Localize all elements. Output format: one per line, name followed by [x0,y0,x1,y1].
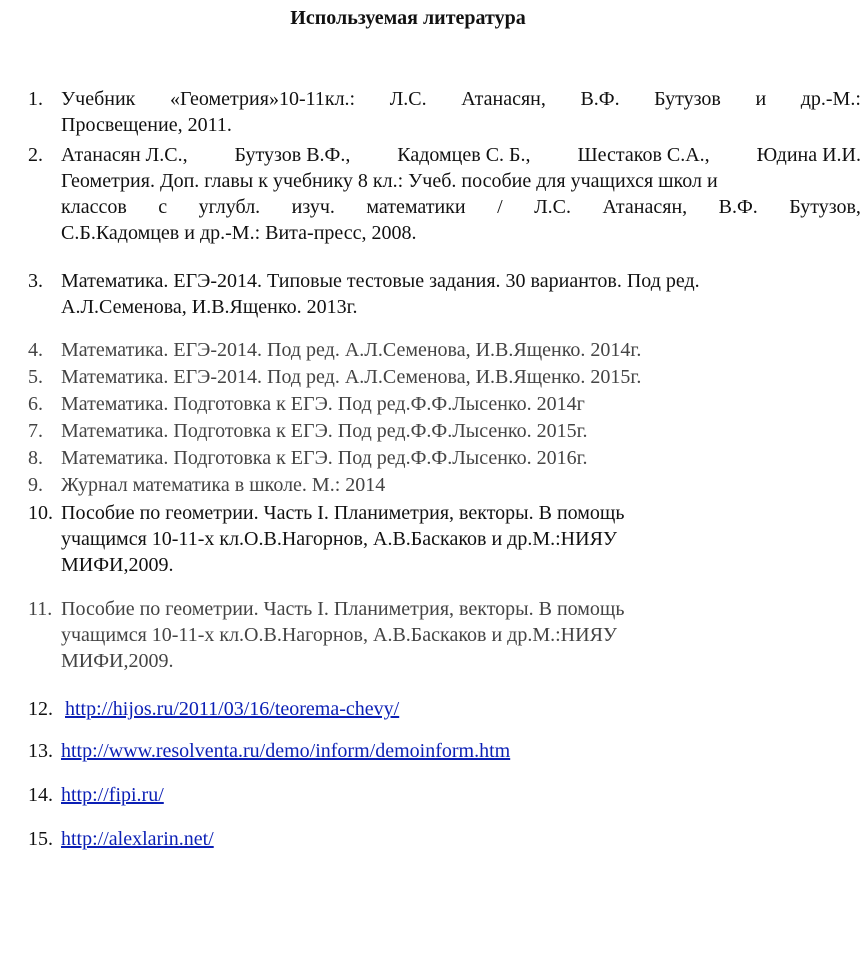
list-item-number: 2. [28,144,43,166]
list-item-number: 14. [28,784,53,806]
list-item-line: учащимся 10-11-х кл.О.В.Нагорнов, А.В.Баскаков и др.М.:НИЯУ [61,624,618,646]
reference-link[interactable]: http://alexlarin.net/ [61,828,214,850]
list-item-line: Пособие по геометрии. Часть I. Планиметрия, векторы. В помощь [61,502,625,524]
list-item-line: Математика. Подготовка к ЕГЭ. Под ред.Ф.Ф.Лысенко. 2016г. [61,447,588,469]
list-item-number: 10. [28,502,53,524]
list-item-line: Математика. ЕГЭ-2014. Под ред. А.Л.Семенова, И.В.Ященко. 2015г. [61,366,642,388]
list-item-line: Журнал математика в школе. М.: 2014 [61,474,386,496]
list-item-line: Математика. ЕГЭ-2014. Под ред. А.Л.Семенова, И.В.Ященко. 2014г. [61,339,642,361]
list-item-line: Геометрия. Доп. главы к учебнику 8 кл.: Учеб. пособие для учащихся школ и [61,170,718,192]
list-item-number: 3. [28,270,43,292]
list-item-line: учащимся 10-11-х кл.О.В.Нагорнов, А.В.Баскаков и др.М.:НИЯУ [61,528,618,550]
reference-link[interactable]: http://www.resolventa.ru/demo/inform/demoinform.htm [61,740,511,762]
list-item-line: Пособие по геометрии. Часть I. Планиметрия, векторы. В помощь [61,598,625,620]
list-item-line: Просвещение, 2011. [61,114,232,136]
list-item-line: С.Б.Кадомцев и др.-М.: Вита-пресс, 2008. [61,222,417,244]
list-item-number: 7. [28,420,43,442]
list-item-number: 13. [28,740,53,762]
list-item-number: 12. [28,698,53,720]
list-item-line: Учебник «Геометрия»10-11кл.: Л.С. Атанасян, В.Ф. Бутузов и др.-М.: [61,88,861,110]
list-item-number: 11. [28,598,53,620]
list-item-line: МИФИ,2009. [61,554,174,576]
list-item-number: 6. [28,393,43,415]
list-item-line: Математика. Подготовка к ЕГЭ. Под ред.Ф.Ф.Лысенко. 2014г [61,393,585,415]
list-item-line: Атанасян Л.С., Бутузов В.Ф., Кадомцев С. Б., Шестаков С.А., Юдина И.И. [61,144,861,166]
list-item-number: 5. [28,366,43,388]
list-item-line: А.Л.Семенова, И.В.Ященко. 2013г. [61,296,358,318]
list-item-number: 15. [28,828,53,850]
list-item-number: 1. [28,88,43,110]
list-item-number: 4. [28,339,43,361]
reference-link[interactable]: http://fipi.ru/ [61,784,164,806]
reference-link[interactable]: http://hijos.ru/2011/03/16/teorema-chevy/ [65,698,400,720]
list-item-line: МИФИ,2009. [61,650,174,672]
list-item-number: 8. [28,447,43,469]
page-title: Используемая литература [290,7,526,29]
list-item-line: Математика. ЕГЭ-2014. Типовые тестовые задания. 30 вариантов. Под ред. [61,270,700,292]
list-item-number: 9. [28,474,43,496]
list-item-line: Математика. Подготовка к ЕГЭ. Под ред.Ф.Ф.Лысенко. 2015г. [61,420,588,442]
list-item-line: классов с углубл. изуч. математики / Л.С. Атанасян, В.Ф. Бутузов, [61,196,861,218]
